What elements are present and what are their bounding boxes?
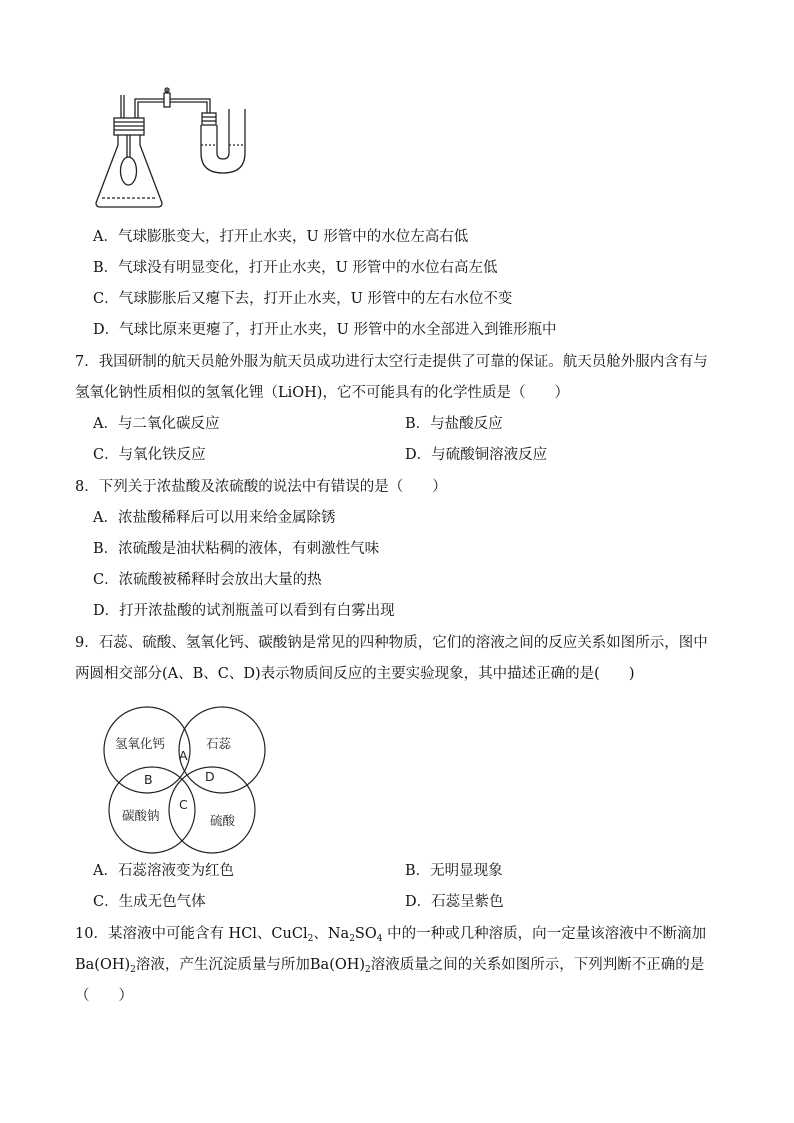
venn-label-tr: 石蕊: [206, 736, 232, 751]
q7-option-d[interactable]: D．与硫酸铜溶液反应: [405, 447, 548, 463]
q7-option-b[interactable]: B．与盐酸反应: [405, 416, 503, 432]
q9-option-a[interactable]: A．石蕊溶液变为红色: [93, 863, 234, 879]
q6-option-a[interactable]: A．气球膨胀变大，打开止水夹，U 形管中的水位左高右低: [93, 229, 469, 245]
q10-stem-line1: 10．某溶液中可能含有 HCl、CuCl$_2$、$Na_2SO_4$ 中的一种或几种溶质，向一定量该溶液中不断滴加: [75, 926, 707, 944]
flask-apparatus-figure: [88, 85, 268, 215]
venn-region-c: C: [179, 797, 188, 812]
q10-stem-line2: $Ba(OH)_2$溶液，产生沉淀质量与所加$Ba(OH)_2$溶液质量之间的关系如图所示，下列判断不正确的是: [75, 957, 705, 975]
q7-stem-line2: 氢氧化钠性质相似的氢氧化锂（LiOH)，它不可能具有的化学性质是（ ）: [75, 385, 569, 401]
q9-option-c[interactable]: C．生成无色气体: [93, 894, 206, 910]
q9-option-d[interactable]: D．石蕊呈紫色: [405, 894, 504, 910]
q6-option-d[interactable]: D．气球比原来更瘪了，打开止水夹，U 形管中的水全部进入到锥形瓶中: [93, 322, 557, 338]
q10-stem-line3: （ ）: [75, 988, 133, 1004]
q8-option-c[interactable]: C．浓硫酸被稀释时会放出大量的热: [93, 572, 322, 588]
q9-stem-line1: 9．石蕊、硫酸、氢氧化钙、碳酸钠是常见的四种物质，它们的溶液之间的反应关系如图所示，图中: [75, 635, 708, 651]
q7-option-a[interactable]: A．与二氧化碳反应: [93, 416, 220, 432]
q8-option-b[interactable]: B．浓硫酸是油状粘稠的液体，有刺激性气味: [93, 541, 380, 557]
q7-stem-line1: 7．我国研制的航天员舱外服为航天员成功进行太空行走提供了可靠的保证。航天员舱外服内含有与: [75, 354, 708, 370]
venn-region-b: B: [144, 772, 153, 787]
venn-label-bl: 碳酸钠: [122, 808, 160, 823]
q6-option-c[interactable]: C．气球膨胀后又瘪下去，打开止水夹，U 形管中的左右水位不变: [93, 291, 513, 307]
q7-option-c[interactable]: C．与氧化铁反应: [93, 447, 206, 463]
venn-diagram: [100, 700, 270, 860]
q8-option-d[interactable]: D．打开浓盐酸的试剂瓶盖可以看到有白雾出现: [93, 603, 395, 619]
venn-region-d: D: [205, 769, 215, 784]
q8-stem: 8．下列关于浓盐酸及浓硫酸的说法中有错误的是（ ）: [75, 479, 447, 495]
q8-option-a[interactable]: A．浓盐酸稀释后可以用来给金属除锈: [93, 510, 336, 526]
venn-label-br: 硫酸: [210, 813, 236, 828]
q6-option-b[interactable]: B．气球没有明显变化，打开止水夹，U 形管中的水位右高左低: [93, 260, 498, 276]
q9-option-b[interactable]: B．无明显现象: [405, 863, 503, 879]
venn-label-tl: 氢氧化钙: [115, 736, 166, 751]
venn-region-a: A: [179, 748, 188, 763]
q9-stem-line2: 两圆相交部分(A、B、C、D)表示物质间反应的主要实验现象，其中描述正确的是( ): [75, 666, 635, 682]
